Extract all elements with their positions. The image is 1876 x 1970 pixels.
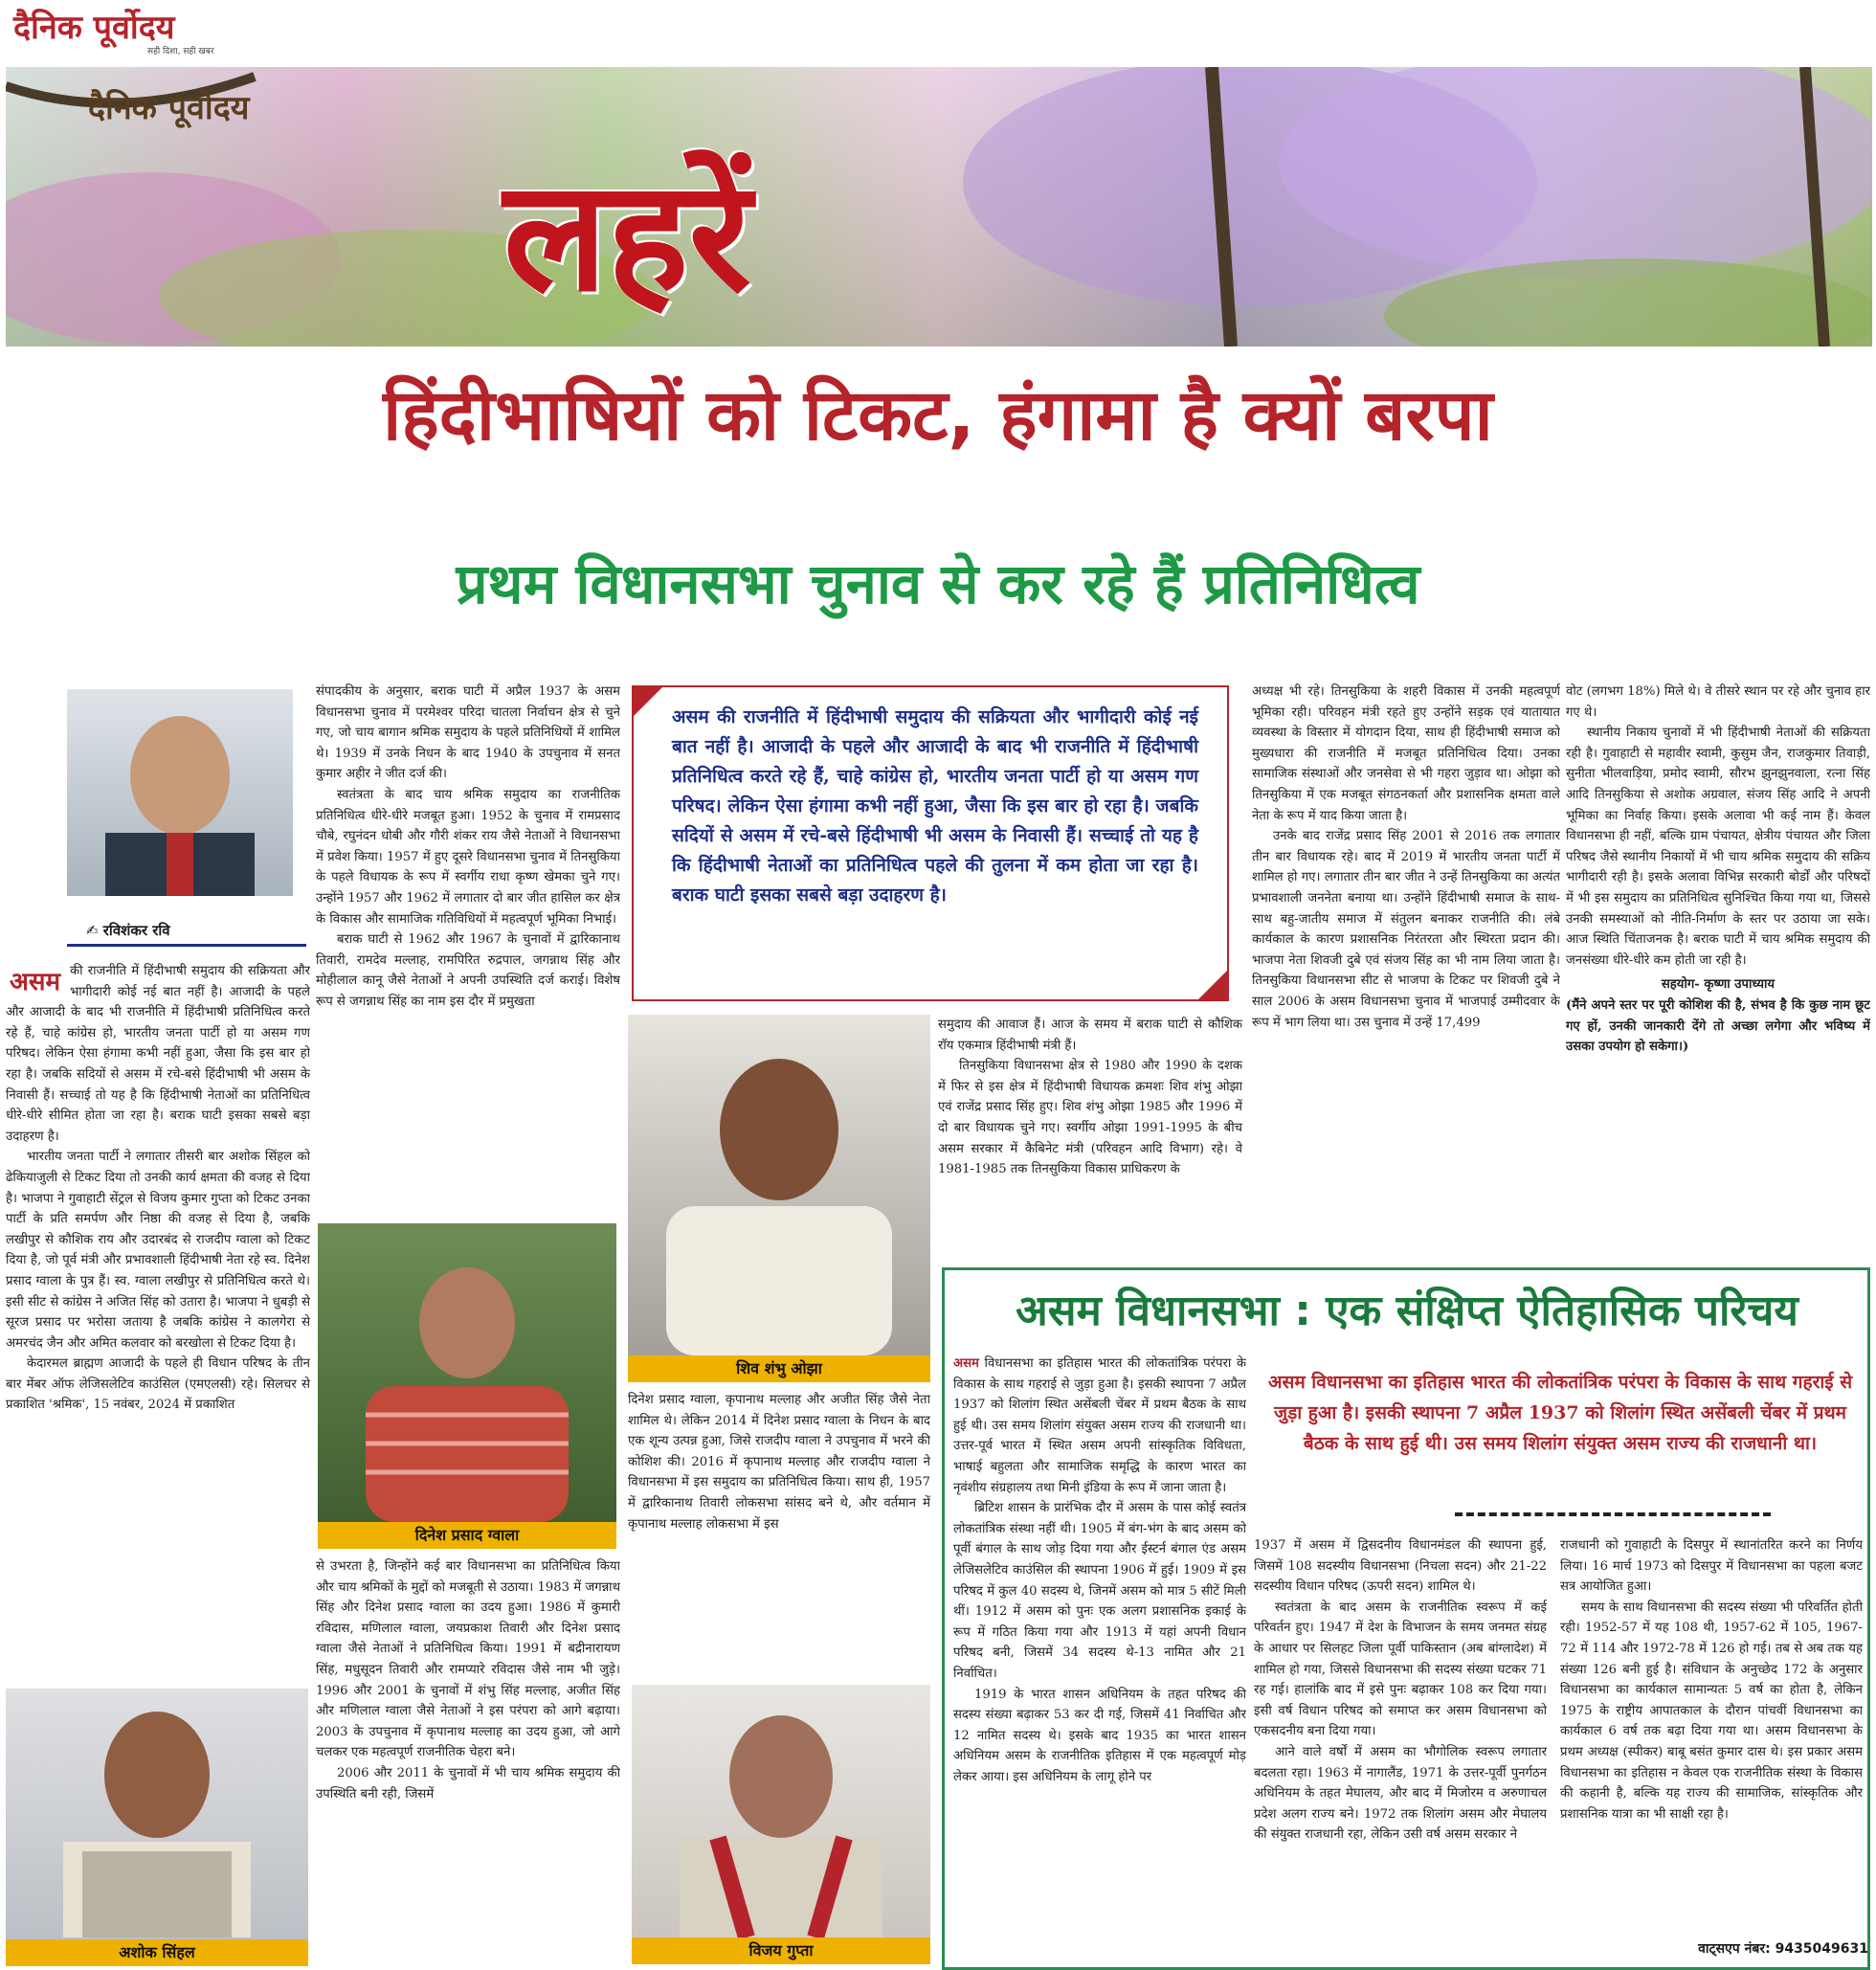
caption-shiv: शिव शंभु ओझा (628, 1355, 930, 1382)
history-column-2 (1254, 1535, 1547, 1964)
masthead (13, 8, 301, 65)
article-column-2 (316, 682, 620, 1239)
headline: हिंदीभाषियों को टिकट, हंगामा है क्यों बरपा (383, 374, 1493, 457)
banner-section-title: लहरें (503, 146, 751, 325)
article-para: समुदाय की आवाज हैं। आज के समय में बराक घाटी से कौशिक राॅय एकमात्र हिंदीभाषी मंत्री हैं। (938, 1018, 1242, 1053)
article-para: भारतीय जनता पार्टी ने लगातार तीसरी बार अशोक सिंहल को ढेकियाजुली से टिकट दिया तो उनकी कार्य क्षमता की वजह से दिया है। भाजपा ने गुवाहाटी सेंट्रल से विजय कुमार गुप्ता को टिकट उनका पार्टी के प्रति समर्पण और निष्ठा की वजह से दिया है, जबकि लखीपुर से कौशिक राय और उदारबंद से राजदीप ग्वाला को टिकट दिया है, जो पूर्व मंत्री और प्रभावशाली हिंदीभाषी नेता रहे स्व. दिनेश प्रसाद ग्वाला के पुत्र हैं। स्व. ग्वाला लखीपुर से प्रतिनिधित्व करते थे। इसी सीट से कांग्रेस ने अजित सिंह को उतारा है। भाजपा ने धुबड़ी से सूरज प्रसाद पर भरोसा जताया है जबकि कांग्रेस ने कालगेरा से अमरचंद जैन और अमित कलवार को बरखोला से टिकट दिया है। (6, 1150, 310, 1351)
subheadline: प्रथम विधानसभा चुनाव से कर रहे हैं प्रतिनिधित्व (456, 551, 1420, 616)
article-column-6 (1566, 682, 1870, 1254)
history-para: विधानसभा का इतिहास भारत की लोकतांत्रिक परंपरा के विकास के साथ गहराई से जुड़ा हुआ है। इसकी स्थापना 7 अप्रैल 1937 को शिलांग स्थित असेंबली चेंबर में प्रथम बैठक के साथ हुई थी। उस समय शिलांग संयुक्त असम राज्य की राजधानी था। उत्तर-पूर्व भारत में स्थित असम अपनी सांस्कृतिक विविधता, भाषाई बहुलता और सामाजिक समृद्धि के कारण भारत का नृवंशीय संग्रहालय तथा मिनी इंडिया के रूप में जाना जाता है। (953, 1356, 1246, 1495)
photo-shiv (628, 1015, 930, 1382)
history-para: 1937 में असम में द्विसदनीय विधानमंडल की स्थापना हुई, जिसमें 108 सदस्यीय विधानसभा (निचला सदन) और 21-22 सदस्यीय विधान परिषद (ऊपरी सदन) शामिल थे। (1254, 1538, 1547, 1595)
caption-dinesh: दिनेश प्रसाद ग्वाला (318, 1522, 616, 1549)
pen-icon: ✍ (86, 922, 103, 939)
photo-ashok (6, 1689, 308, 1966)
byline-rule (67, 944, 306, 947)
photo-dinesh (318, 1223, 616, 1549)
byline-author: रविशंकर रवि (102, 922, 170, 939)
article-column-2b (316, 1556, 620, 1968)
article-column-4 (938, 1015, 1242, 1264)
history-para: स्वतंत्रता के बाद असम के राजनीतिक स्वरूप में कई परिवर्तन हुए। 1947 में देश के विभाजन के समय जनमत संग्रह के आधार पर सिलहट जिला पूर्वी पाकिस्तान (अब बांग्लादेश) में शामिल हो गया, जिससे विधानसभा की सदस्य संख्या घटकर 71 रह गई। हालांकि बाद में इसे पुनः बढ़ाकर 108 कर दिया गया। इसी वर्ष विधान परिषद को समाप्त कर असम विधानसभा को एकसदनीय बना दिया गया। (1254, 1600, 1547, 1739)
byline (86, 921, 297, 940)
vijay-portrait (632, 1685, 930, 1937)
article-para: 2006 और 2011 के चुनावों में भी चाय श्रमिक समुदाय की उपस्थिति बनी रही, जिसमें (316, 1765, 620, 1802)
history-para: ब्रिटिश शासन के प्रारंभिक दौर में असम के पास कोई स्वतंत्र लोकतांत्रिक संस्था नहीं थी। 1905 में बंग-भंग के बाद असम को पूर्वी बंगाल के साथ जोड़ दिया गया और ईस्टर्न बंगाल एंड असम लेजिसलेटिव काउंसिल की स्थापना 1906 में हुई। 1909 में इस परिषद में कुल 40 सदस्य थे, जिनमें असम को मात्र 5 सीटें मिली थीं। 1912 में असम को पुनः एक अलग प्रशासनिक इकाई के रूप में गठित किया गया और 1913 में यहां अपनी विधान परिषद बनी, जिसमें 34 सदस्य थे-13 नामित और 21 निर्वाचित। (953, 1501, 1246, 1681)
history-divider (1455, 1512, 1771, 1516)
author-photo (67, 689, 293, 896)
masthead-tagline: सही दिशा, सही खबर (147, 47, 214, 56)
article-credit: सहयोग- कृष्णा उपाध्याय (1661, 977, 1776, 993)
article-para: स्थानीय निकाय चुनावों में भी हिंदीभाषी नेताओं की सक्रियता रही है। गुवाहाटी से महावीर स्वामी, कुसुम जैन, राजकुमार तिवाड़ी, सुनीता भीलवाड़िया, प्रमोद स्वामी, सौरभ झुनझुनवाला, रत्ना सिंह आदि तिनसुकिया से अशोक अग्रवाल, संजय सिंह आदि ने अपनी भूमिका का निर्वाह किया। इसके अलावा भी कई नाम हैं। केवल विधानसभा ही नहीं, बल्कि ग्राम पंचायत, क्षेत्रीय पंचायत और जिला परिषद जैसे स्थानीय निकायों में भी चाय श्रमिक समुदाय की सक्रिय भागीदारी रही है। इसके अलावा विभिन्न सरकारी बोर्डों और परिषदों में भी इस समुदाय का प्रतिनिधित्व सुनिश्चित किया गया था, जिससे उनकी समस्याओं को नीति-निर्माण के स्तर पर उठाया जा सके। आज स्थिति चिंताजनक है। बराक घाटी में चाय श्रमिक समुदाय की जनसंख्या धीरे-धीरे कम होती जा रही है। (1566, 726, 1870, 968)
article-dropcap: असम (10, 968, 60, 996)
history-para: समय के साथ विधानसभा की सदस्य संख्या भी परिवर्तित होती रही। 1952-57 में यह 108 थी, 1957-62 में 105, 1967-72 में 114 और 1972-78 में 126 हो गई। तब से अब तक यह संख्या 126 बनी हुई है। संविधान के अनुच्छेद 172 के अनुसार विधानसभा का कार्यकाल सामान्यतः 5 वर्ष का होता है, लेकिन 1975 के राष्ट्रीय आपातकाल के दौरान पांचवीं विधानसभा का कार्यकाल 6 वर्ष तक बढ़ा दिया गया था। असम विधानसभा के प्रथम अध्यक्ष (स्पीकर) बाबू बसंत कुमार दास थे। इस प्रकार असम विधानसभा का इतिहास न केवल एक राजनीतिक संस्था के विकास की कहानी है, बल्कि यह राज्य की सामाजिक, सांस्कृतिक और प्रशासनिक यात्रा का भी साक्षी रहा है। (1560, 1600, 1863, 1822)
ashok-portrait (6, 1689, 308, 1937)
banner-landscape (6, 67, 1872, 347)
article-note: (मैंने अपने स्तर पर पूरी कोशिश की है, संभव है कि कुछ नाम छूट गए हों, उनकी जानकारी देंगे तो अच्छा लगेगा और भविष्य में उसका उपयोग हो सकेगा।) (1566, 997, 1870, 1055)
whatsapp-number: वाट्सएप नंबर: 9435049631 (1698, 1941, 1868, 1957)
article-para: स्वतंत्रता के बाद चाय श्रमिक समुदाय का राजनीतिक प्रतिनिधित्व धीरे-धीरे मजबूत हुआ। 1952 के चुनाव में रामप्रसाद चौबे, रघुनंदन धोबी और गौरी शंकर राय जैसे नेताओं ने विधानसभा में प्रवेश किया। 1957 में हुए दूसरे विधानसभा चुनाव में तिनसुकिया के पहले विधायक के रूप में स्वर्गीय राधा कृष्ण खेमका चुने गए। उन्होंने 1957 और 1962 में लगातार दो बार जीत हासिल कर क्षेत्र के विकास और सामाजिक गतिविधियों में महत्वपूर्ण भूमिका निभाई। (316, 787, 620, 927)
history-column-3 (1560, 1535, 1863, 1937)
history-lead: असम (953, 1356, 979, 1371)
history-title: असम विधानसभा : एक संक्षिप्त ऐतिहासिक परिचय (1016, 1287, 1798, 1335)
history-para: आने वाले वर्षों में असम का भौगोलिक स्वरूप लगातार बदलता रहा। 1963 में नागालैंड, 1971 के उत्तर-पूर्वी पुनर्गठन अधिनियम के तहत मेघालय, और बाद में मिजोरम व अरुणाचल प्रदेश अलग राज्य बने। 1972 तक शिलांग असम और मेघालय की संयुक्त राजधानी रहा, लेकिन उसी वर्ष असम सरकार ने (1254, 1744, 1547, 1843)
caption-vijay: विजय गुप्ता (632, 1937, 930, 1964)
article-para: अध्यक्ष भी रहे। तिनसुकिया के शहरी विकास में उनकी महत्वपूर्ण भूमिका रही। परिवहन मंत्री रहते हुए उन्होंने सड़क एवं यातायात व्यवस्था के विस्तार में योगदान दिया, साथ ही हिंदीभाषी समाज को मुख्यधारा की राजनीति में मजबूत प्रतिनिधित्व दिया। उनका सामाजिक संस्थाओं और जनसेवा से भी गहरा जुड़ाव था। ओझा को तिनसुकिया में एक मजबूत संगठनकर्ता और प्रशासनिक क्षमता वाले नेता के रूप में याद किया जाता है। (1252, 684, 1560, 823)
article-column-5 (1252, 682, 1560, 1254)
photo-vijay (632, 1685, 930, 1964)
article-para: संपादकीय के अनुसार, बराक घाटी में अप्रैल 1937 के असम विधानसभा चुनाव में परमेश्वर परिदा चातला निर्वाचन क्षेत्र से चुने गए, जो चाय बागान श्रमिक समुदाय के पहले प्रतिनिधियों में शामिल थे। 1939 में उनके निधन के बाद 1940 के उपचुनाव में सनत कुमार अहीर ने जीत दर्ज की। (316, 684, 620, 782)
history-para: 1919 के भारत शासन अधिनियम के तहत परिषद की सदस्य संख्या बढ़ाकर 53 कर दी गई, जिसमें 41 निर्वाचित और 12 नामित सदस्य थे। इसके बाद 1935 का भारत शासन अधिनियम असम के राजनीतिक इतिहास में एक महत्वपूर्ण मोड़ लेकर आया। इस अधिनियम के लागू होने पर (953, 1687, 1246, 1784)
author-portrait (67, 689, 293, 896)
article-column-3 (628, 1390, 930, 1675)
article-para: केदारमल ब्राह्मण आजादी के पहले ही विधान परिषद के तीन बार मेंबर ऑफ लेजिसलेटिव काउंसिल (एमएलसी) रहे। सिलचर से प्रकाशित 'श्रमिक', 15 नवंबर, 2024 में प्रकाशित (6, 1356, 310, 1413)
article-para: से उभरता है, जिन्होंने कई बार विधानसभा का प्रतिनिधित्व किया और चाय श्रमिकों के मुद्दों को मजबूती से उठाया। 1983 में जगन्नाथ सिंह और दिनेश प्रसाद ग्वाला का उदय हुआ। 1986 में कुमारी रविदास, मणिलाल ग्वाला, जयप्रकाश तिवारी और दिनेश प्रसाद ग्वाला जैसे नेताओं ने प्रतिनिधित्व किया। 1991 में बद्रीनारायण सिंह, मधुसूदन तिवारी और रामप्यारे रविदास जैसे नाम भी जुड़े। 1996 और 2001 के चुनावों में शंभु सिंह मल्लाह, अजीत सिंह और मणिलाल ग्वाला जैसे नेताओं ने इस परंपरा को आगे बढ़ाया। 2003 के उपचुनाव में कृपानाथ मल्लाह का उदय हुआ, जो आगे चलकर एक महत्वपूर्ण राजनीतिक चेहरा बने। (316, 1559, 620, 1760)
history-para: राजधानी को गुवाहाटी के दिसपुर में स्थानांतरित करने का निर्णय लिया। 16 मार्च 1973 को दिसपुर में विधानसभा का पहला बजट सत्र आयोजित हुआ। (1560, 1538, 1863, 1595)
pullquote-box (632, 685, 1229, 1001)
article-para: बराक घाटी से 1962 और 1967 के चुनावों में द्वारिकानाथ तिवारी, रामदेव मल्लाह, रामपिरित रुद्रपाल, जगन्नाथ सिंह और मोहीलाल कानू जैसे नेताओं ने अपनी उपस्थिति दर्ज कराई। विशेष रूप से जगन्नाथ सिंह का नाम इस दौर में प्रमुखता (316, 932, 620, 1009)
history-column-1 (953, 1354, 1246, 1962)
article-para: उनके बाद राजेंद्र प्रसाद सिंह 2001 से 2016 तक लगातार तीन बार विधायक रहे। बाद में 2019 में भारतीय जनता पार्टी में शामिल हो गए। लगातार तीन बार जीत ने उन्हें तिनसुकिया का अत्यंत प्रभावशाली जननेता बनाया था। उन्होंने हिंदीभाषी समाज के साथ-साथ बहु-जातीय समाज में संतुलन बनाकर राजनीति की। लंबे कार्यकाल के कारण प्रशासनिक निरंतरता और स्थिरता प्रदान की। भाजपा नेता शिवजी दुबे एवं संजय सिंह का भी नाम लिया जाता है। तिनसुकिया विधानसभा सीट से भाजपा के टिकट पर शिवजी दुबे ने साल 2006 के असम विधानसभा चुनाव में भाजपाई उम्मीदवार के रूप में भाग लिया था। उस चुनाव में उन्हें 17,499 (1252, 829, 1560, 1030)
dinesh-portrait (318, 1223, 616, 1522)
banner-paper-name: दैनिक पूर्वोदय (88, 89, 250, 127)
history-highlight: असम विधानसभा का इतिहास भारत की लोकतांत्रिक परंपरा के विकास के साथ गहराई से जुड़ा हुआ है। इसकी स्थापना 7 अप्रैल 1937 को शिलांग स्थित असेंबली चेंबर में प्रथम बैठक के साथ हुई थी। उस समय शिलांग संयुक्त असम राज्य की राजधानी था। (1267, 1372, 1853, 1454)
article-para: वोट (लगभग 18%) मिले थे। वे तीसरे स्थान पर रहे और चुनाव हार गए थे। (1566, 684, 1870, 720)
caption-ashok: अशोक सिंहल (6, 1939, 308, 1966)
article-para: दिनेश प्रसाद ग्वाला, कृपानाथ मल्लाह और अजीत सिंह जैसे नेता शामिल थे। लेकिन 2014 में दिनेश प्रसाद ग्वाला के निधन के बाद एक शून्य उत्पन्न हुआ, जिसे राजदीप ग्वाला ने उपचुनाव में भरने की कोशिश की। 2016 में कृपानाथ मल्लाह और राजदीप ग्वाला ने विधानसभा में इस समुदाय का प्रतिनिधित्व किया। साथ ही, 1957 में द्वारिकानाथ तिवारी लोकसभा सांसद बने थे, और वर्तमान में कृपानाथ मल्लाह लोकसभा में इस (628, 1393, 930, 1532)
pullquote-text: असम की राजनीति में हिंदीभाषी समुदाय की सक्रियता और भागीदारी कोई नई बात नहीं है। आजादी के पहले और आजादी के बाद भी राजनीति में हिंदीभाषी प्रतिनिधित्व करते रहे हैं, चाहे कांग्रेस हो, भारतीय जनता पार्टी हो या असम गण परिषद। लेकिन ऐसा हंगामा कभी नहीं हुआ, जैसा कि इस बार हो रहा है। जबकि सदियों से असम में रचे-बसे हिंदीभाषी भी असम के निवासी हैं। सच्चाई तो यह है कि हिंदीभाषी नेताओं का प्रतिनिधित्व पहले की तुलना में कम होता जा रहा है। बराक घाटी इसका सबसे बड़ा उदाहरण है। (672, 706, 1198, 906)
article-intro: की राजनीति में हिंदीभाषी समुदाय की सक्रियता और भागीदारी कोई नई बात नहीं है। आजादी के पहले और आजादी के बाद भी राजनीति में हिंदीभाषी प्रतिनिधित्व करते रहे हैं, चाहे कांग्रेस हो, भारतीय जनता पार्टी हो या असम गण परिषद। लेकिन ऐसा हंगामा कभी नहीं हुआ, जैसा कि इस बार हो रहा है। जबकि सदियों से असम में रचे-बसे हिंदीभाषी भी असम के निवासी हैं। सच्चाई तो यह है कि हिंदीभाषी नेताओं का प्रतिनिधित्व धीरे-धीरे सीमित होता जा रहा है। बराक घाटी इसका सबसे बड़ा उदाहरण है। (6, 964, 310, 1144)
shiv-portrait (628, 1015, 930, 1355)
masthead-logo: दैनिक पूर्वोदय (13, 9, 175, 47)
section-banner (6, 67, 1872, 347)
article-para: तिनसुकिया विधानसभा क्षेत्र से 1980 और 1990 के दशक में फिर से इस क्षेत्र में हिंदीभाषी विधायक क्रमशः शिव शंभु ओझा एवं राजेंद्र प्रसाद सिंह हुए। शिव शंभु ओझा 1985 और 1996 में दो बार विधायक चुने गए। स्वर्गीय ओझा 1991-1995 के बीच असम सरकार में कैबिनेट मंत्री (परिवहन आदि विभाग) रहे। वे 1981-1985 तक तिनसुकिया विकास प्राधिकरण के (938, 1059, 1242, 1177)
